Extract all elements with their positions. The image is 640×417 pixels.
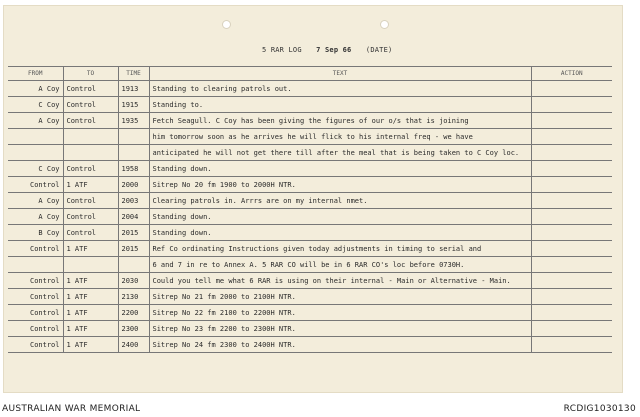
table-row (8, 161, 612, 177)
cell-time: 1958 (118, 161, 149, 177)
cell-from (8, 145, 63, 161)
table-row (8, 225, 612, 241)
header-row (8, 67, 612, 81)
cell-text: Sitrep No 23 fm 2200 to 2300H NTR. (149, 321, 531, 337)
footer-id: RCDIG1030130 (563, 404, 636, 414)
cell-action (531, 113, 612, 129)
cell-from: Control (8, 305, 63, 321)
col-action: ACTION (531, 67, 612, 81)
cell-action (531, 81, 612, 97)
cell-from: Control (8, 241, 63, 257)
cell-text: Standing down. (149, 161, 531, 177)
cell-action (531, 321, 612, 337)
cell-text: Standing to. (149, 97, 531, 113)
cell-text: Standing down. (149, 225, 531, 241)
cell-time: 2300 (118, 321, 149, 337)
cell-time: 1913 (118, 81, 149, 97)
col-to: TO (63, 67, 118, 81)
table-row (8, 97, 612, 113)
cell-action (531, 177, 612, 193)
cell-text: Standing to clearing patrols out. (149, 81, 531, 97)
cell-to (63, 129, 118, 145)
cell-text: Could you tell me what 6 RAR is using on their internal - Main or Alternative - Main. (149, 273, 531, 289)
cell-text: Sitrep No 22 fm 2100 to 2200H NTR. (149, 305, 531, 321)
table-row (8, 81, 612, 97)
cell-time: 2015 (118, 225, 149, 241)
table-row (8, 289, 612, 305)
cell-from: A Coy (8, 81, 63, 97)
cell-action (531, 97, 612, 113)
table-row (8, 305, 612, 321)
cell-time: 2004 (118, 209, 149, 225)
cell-text: Sitrep No 21 fm 2000 to 2100H NTR. (149, 289, 531, 305)
cell-time (118, 145, 149, 161)
table-row (8, 193, 612, 209)
cell-to: Control (63, 161, 118, 177)
cell-time: 2200 (118, 305, 149, 321)
cell-from: A Coy (8, 193, 63, 209)
cell-from: A Coy (8, 209, 63, 225)
cell-action (531, 257, 612, 273)
cell-to: 1 ATF (63, 273, 118, 289)
cell-time: 2400 (118, 337, 149, 353)
table-row-continuation (8, 145, 612, 161)
punch-hole (222, 20, 231, 29)
cell-to: Control (63, 193, 118, 209)
cell-from: Control (8, 289, 63, 305)
cell-time (118, 257, 149, 273)
cell-from: Control (8, 177, 63, 193)
cell-from: Control (8, 321, 63, 337)
cell-from: B Coy (8, 225, 63, 241)
table-row (8, 321, 612, 337)
cell-from: C Coy (8, 97, 63, 113)
cell-text: Ref Co ordinating Instructions given today adjustments in timing to serial and (149, 241, 531, 257)
cell-to: 1 ATF (63, 241, 118, 257)
cell-text: Fetch Seagull. C Coy has been giving the figures of our o/s that is joining (149, 113, 531, 129)
cell-to: Control (63, 225, 118, 241)
cell-text: Standing down. (149, 209, 531, 225)
cell-action (531, 305, 612, 321)
cell-action (531, 129, 612, 145)
table-row-continuation (8, 129, 612, 145)
cell-to: 1 ATF (63, 289, 118, 305)
cell-from (8, 129, 63, 145)
log-title: 5 RAR LOG (262, 46, 302, 54)
cell-action (531, 241, 612, 257)
table-row (8, 273, 612, 289)
cell-to (63, 257, 118, 273)
cell-time: 2000 (118, 177, 149, 193)
cell-from: C Coy (8, 161, 63, 177)
table-row (8, 241, 612, 257)
cell-from: Control (8, 273, 63, 289)
cell-to: Control (63, 209, 118, 225)
cell-time: 2030 (118, 273, 149, 289)
cell-to: 1 ATF (63, 321, 118, 337)
cell-text: anticipated he will not get there till after the meal that is being taken to C Coy loc. (149, 145, 531, 161)
cell-action (531, 337, 612, 353)
cell-text: him tomorrow soon as he arrives he will flick to his internal freq - we have (149, 129, 531, 145)
cell-action (531, 273, 612, 289)
cell-time: 2015 (118, 241, 149, 257)
cell-to: 1 ATF (63, 177, 118, 193)
col-time: TIME (118, 67, 149, 81)
cell-to: 1 ATF (63, 337, 118, 353)
cell-from (8, 257, 63, 273)
cell-time (118, 129, 149, 145)
cell-time: 2003 (118, 193, 149, 209)
cell-text: Clearing patrols in. Arrrs are on my internal nmet. (149, 193, 531, 209)
table-row (8, 113, 612, 129)
cell-to: Control (63, 113, 118, 129)
table-row (8, 337, 612, 353)
col-from: FROM (8, 67, 63, 81)
cell-time: 2130 (118, 289, 149, 305)
cell-to: Control (63, 81, 118, 97)
cell-action (531, 289, 612, 305)
cell-text: Sitrep No 24 fm 2300 to 2400H NTR. (149, 337, 531, 353)
cell-from: A Coy (8, 113, 63, 129)
cell-action (531, 209, 612, 225)
cell-time: 1935 (118, 113, 149, 129)
footer-credit: AUSTRALIAN WAR MEMORIAL (2, 404, 141, 414)
col-text: TEXT (149, 67, 531, 81)
punch-hole (380, 20, 389, 29)
cell-action (531, 225, 612, 241)
cell-from: Control (8, 337, 63, 353)
cell-to: 1 ATF (63, 305, 118, 321)
date-label: (DATE) (365, 46, 393, 54)
log-header (262, 46, 402, 54)
cell-text: Sitrep No 20 fm 1900 to 2000H NTR. (149, 177, 531, 193)
log-table (8, 66, 612, 353)
cell-time: 1915 (118, 97, 149, 113)
cell-action (531, 161, 612, 177)
cell-text: 6 and 7 in re to Annex A. 5 RAR CO will be in 6 RAR CO's loc before 0730H. (149, 257, 531, 273)
table-row (8, 177, 612, 193)
cell-to (63, 145, 118, 161)
cell-to: Control (63, 97, 118, 113)
table-row (8, 209, 612, 225)
cell-action (531, 193, 612, 209)
log-date: 7 Sep 66 (316, 46, 352, 54)
cell-action (531, 145, 612, 161)
table-row-continuation (8, 257, 612, 273)
